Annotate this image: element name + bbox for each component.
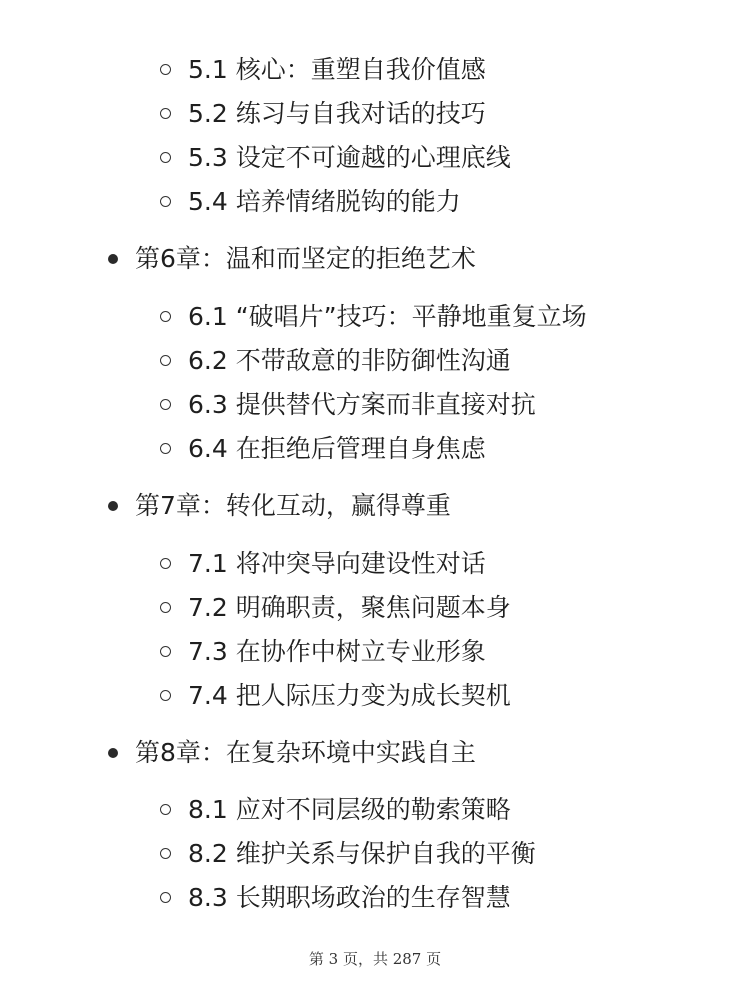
toc-subitem-label: 5.1 核心：重塑自我价值感	[188, 55, 486, 84]
hollow-bullet-icon	[160, 443, 171, 454]
hollow-bullet-icon	[160, 892, 171, 903]
hollow-bullet-icon	[160, 311, 171, 322]
hollow-bullet-icon	[160, 804, 171, 815]
toc-subitem-label: 6.2 不带敌意的非防御性沟通	[188, 346, 511, 375]
hollow-bullet-icon	[160, 196, 171, 207]
toc-subitem-label: 5.4 培养情绪脱钩的能力	[188, 187, 461, 216]
toc-subitem-label: 7.4 把人际压力变为成长契机	[188, 681, 511, 710]
toc-subitem-label: 6.1 “破唱片”技巧：平静地重复立场	[188, 302, 587, 331]
toc-chapter-label: 第7章：转化互动，赢得尊重	[135, 491, 451, 520]
toc-subitem-label: 5.2 练习与自我对话的技巧	[188, 99, 486, 128]
toc-subitem-label: 7.1 将冲突导向建设性对话	[188, 549, 486, 578]
hollow-bullet-icon	[160, 848, 171, 859]
hollow-bullet-icon	[160, 64, 171, 75]
hollow-bullet-icon	[160, 602, 171, 613]
toc-subitem-label: 8.1 应对不同层级的勒索策略	[188, 795, 511, 824]
toc-chapter-label: 第6章：温和而坚定的拒绝艺术	[135, 244, 476, 273]
toc-subitem-label: 6.3 提供替代方案而非直接对抗	[188, 390, 536, 419]
hollow-bullet-icon	[160, 108, 171, 119]
toc-subitem-label: 6.4 在拒绝后管理自身焦虑	[188, 434, 486, 463]
hollow-bullet-icon	[160, 355, 171, 366]
toc-subitem-label: 5.3 设定不可逾越的心理底线	[188, 143, 511, 172]
toc-subitem-label: 7.2 明确职责，聚焦问题本身	[188, 593, 511, 622]
toc-chapter-label: 第8章：在复杂环境中实践自主	[135, 738, 476, 767]
toc-subitem-label: 8.2 维护关系与保护自我的平衡	[188, 839, 536, 868]
hollow-bullet-icon	[160, 558, 171, 569]
filled-bullet-icon	[108, 501, 118, 511]
toc-subitem-label: 8.3 长期职场政治的生存智慧	[188, 883, 511, 912]
hollow-bullet-icon	[160, 399, 171, 410]
page-footer: 第 3 页，共 287 页	[308, 950, 442, 968]
hollow-bullet-icon	[160, 646, 171, 657]
hollow-bullet-icon	[160, 690, 171, 701]
filled-bullet-icon	[108, 748, 118, 758]
hollow-bullet-icon	[160, 152, 171, 163]
filled-bullet-icon	[108, 254, 118, 264]
toc-subitem-label: 7.3 在协作中树立专业形象	[188, 637, 486, 666]
